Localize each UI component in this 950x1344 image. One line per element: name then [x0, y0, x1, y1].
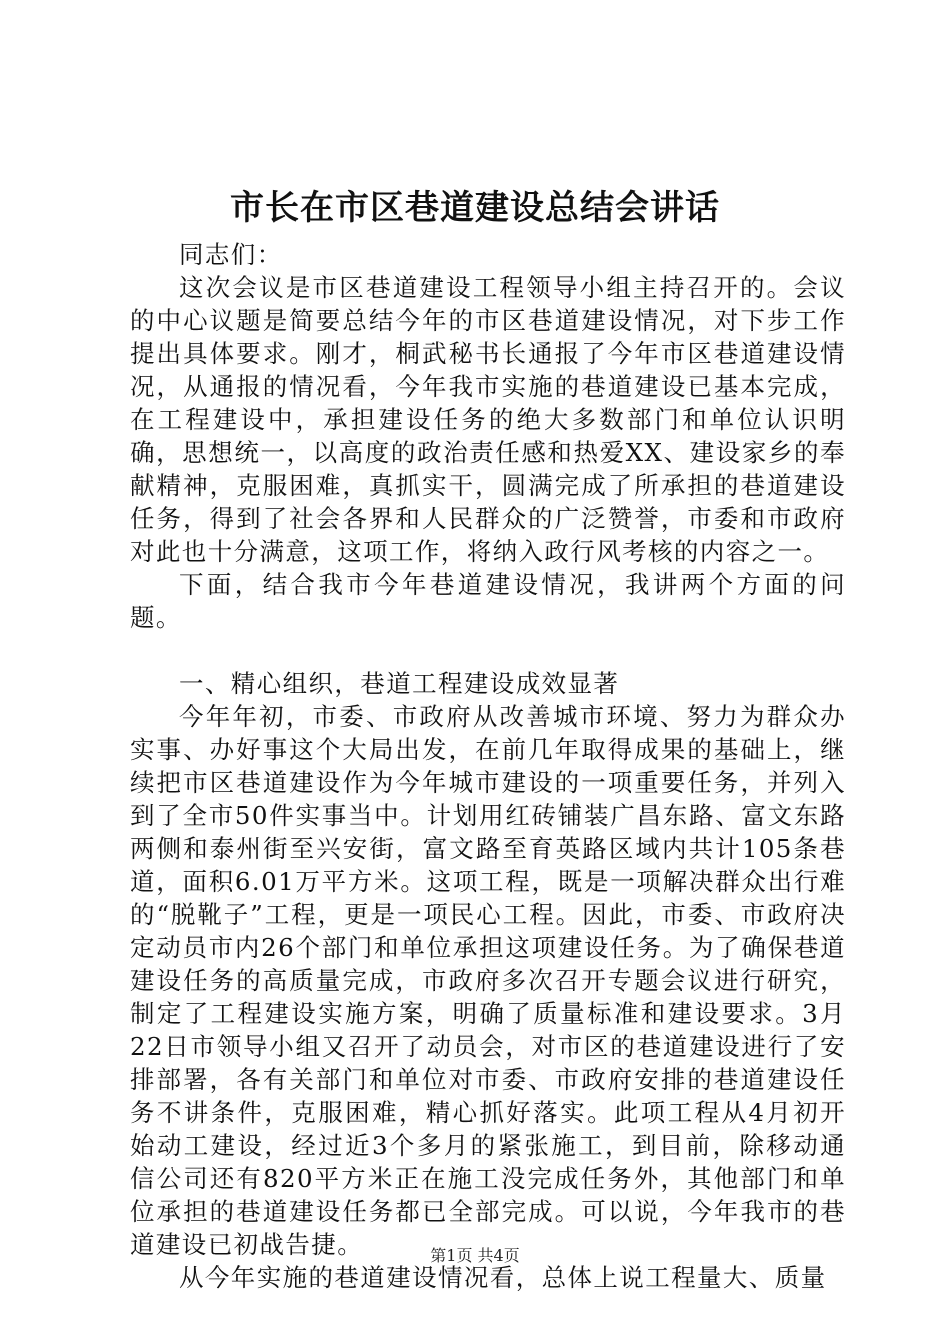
paragraph-transition: 下面，结合我市今年巷道建设情况，我讲两个方面的问题。 [130, 570, 846, 632]
page-footer: 第1页 共4页 [430, 1246, 520, 1265]
document-body [130, 238, 846, 1294]
section-heading-1: 一、精心组织，巷道工程建设成效显著 [179, 669, 620, 698]
paragraph-section-1: 今年年初，市委、市政府从改善城市环境、努力为群众办实事、办好事这个大局出发，在前几年取得成果的基础上，继续把市区巷道建设作为今年城市建设的一项重要任务，并列入到了全市50件实事当中。计划用红砖铺装广昌东路、富文东路两侧和泰州街至兴安街，富文路至育英路区域内共计105条巷道，面积6.01万平方米。这项工程，既是一项解决群众出行难的“脱靴子”工程，更是一项民心工程。因此，市委、市政府决定动员市内26个部门和单位承担这项建设任务。为了确保巷道建设任务的高质量完成，市政府多次召开专题会议进行研究，制定了工程建设实施方案，明确了质量标准和建设要求。3月22日市领导小组又召开了动员会，对市区的巷道建设进行了安排部署，各有关部门和单位对市委、市政府安排的巷道建设任务不讲条件，克服困难，精心抓好落实。此项工程从4月初开始动工建设，经过近3个多月的紧张施工，到目前，除移动通信公司还有820平方米正在施工没完成任务外，其他部门和单位承担的巷道建设任务都已全部完成。可以说，今年我市的巷道建设已初战告捷。 [130, 702, 846, 1259]
document-title: 市长在市区巷道建设总结会讲话 [230, 188, 720, 228]
paragraph-continuation: 从今年实施的巷道建设情况看，总体上说工程量大、质量 [179, 1263, 827, 1292]
paragraph-opening: 这次会议是市区巷道建设工程领导小组主持召开的。会议的中心议题是简要总结今年的市区巷道建设情况，对下步工作提出具体要求。刚才，桐武秘书长通报了今年市区巷道建设情况，从通报的情况看，今年我市实施的巷道建设已基本完成，在工程建设中，承担建设任务的绝大多数部门和单位认识明确，思想统一，以高度的政治责任感和热爱XX、建设家乡的奉献精神，克服困难，真抓实干，圆满完成了所承担的巷道建设任务，得到了社会各界和人民群众的广泛赞誉，市委和市政府对此也十分满意，这项工作，将纳入政行风考核的内容之一。 [130, 273, 846, 566]
salutation: 同志们： [179, 240, 283, 269]
